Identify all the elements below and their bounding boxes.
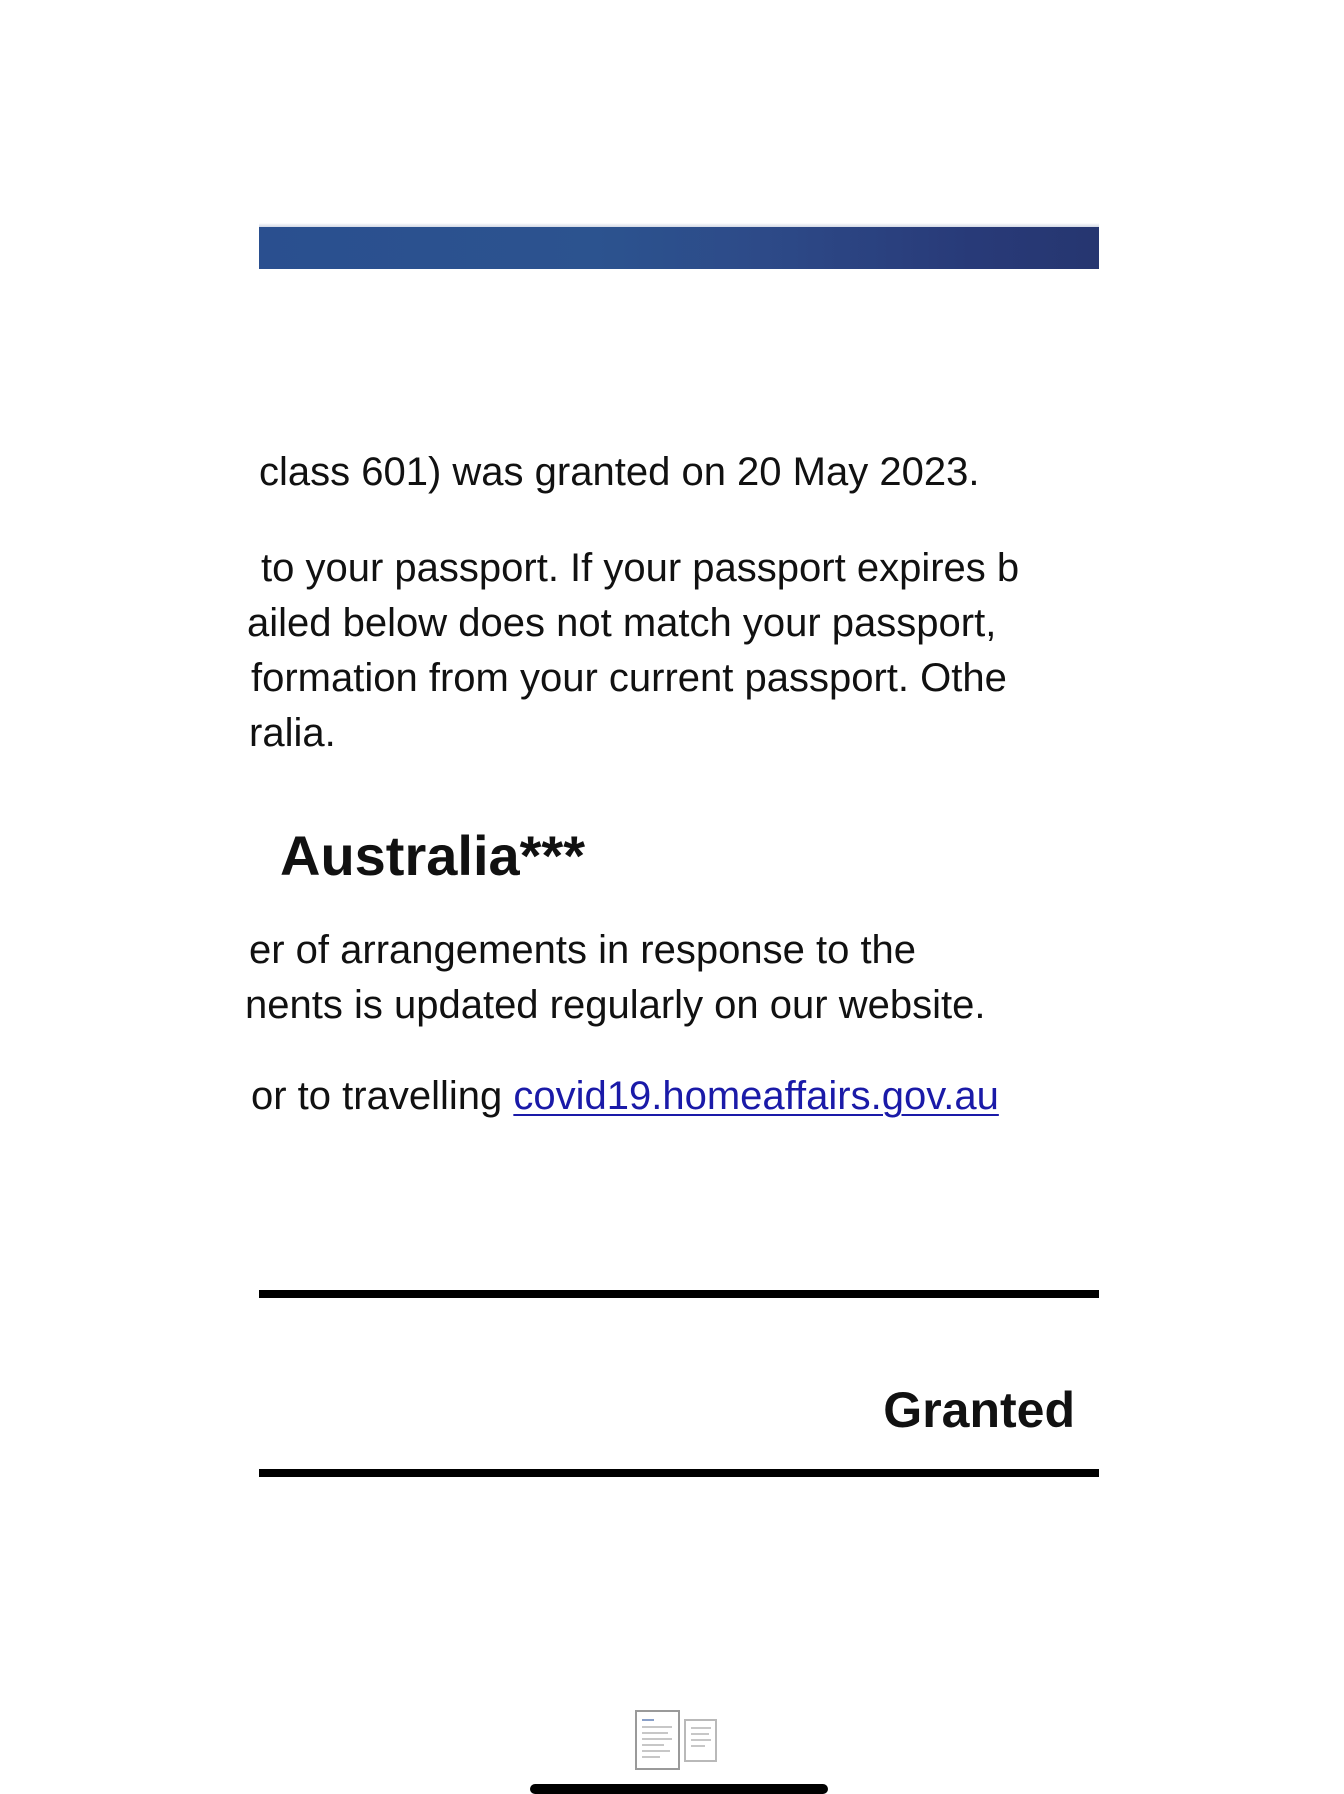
travel-advice-text: or to travelling [251, 1074, 514, 1118]
thumb-line [691, 1733, 709, 1735]
page-thumbnail-2[interactable] [684, 1719, 717, 1762]
table-top-rule [259, 1290, 1099, 1298]
thumb-line [691, 1739, 711, 1741]
passport-paragraph-line-1: to your passport. If your passport expires b [261, 546, 1020, 590]
header-banner [259, 227, 1099, 269]
arrangements-paragraph-line-1: er of arrangements in response to the [249, 928, 917, 972]
thumb-line [642, 1756, 660, 1758]
thumb-line [691, 1745, 705, 1747]
thumb-line [642, 1726, 672, 1728]
visa-status-value: Granted [883, 1382, 1075, 1438]
grant-date-line: class 601) was granted on 20 May 2023. [259, 450, 980, 494]
thumb-line [691, 1727, 711, 1729]
home-indicator[interactable] [530, 1784, 828, 1794]
table-bottom-rule [259, 1469, 1099, 1477]
arrangements-paragraph-line-2: nents is updated regularly on our website. [245, 983, 986, 1027]
page-thumbnails-icon[interactable] [635, 1710, 717, 1774]
thumb-line [642, 1744, 664, 1746]
thumb-line [642, 1738, 672, 1740]
thumb-line [642, 1719, 654, 1721]
document-page[interactable] [245, 0, 1099, 1560]
passport-paragraph-line-2: ailed below does not match your passport, [247, 601, 997, 645]
thumb-line [642, 1750, 670, 1752]
passport-paragraph-line-4: ralia. [249, 711, 336, 755]
thumb-line [642, 1732, 668, 1734]
covid-website-link[interactable]: covid19.homeaffairs.gov.au [513, 1074, 999, 1118]
travel-advice-line [251, 1072, 999, 1120]
passport-paragraph-line-3: formation from your current passport. Othe [251, 656, 1007, 700]
page-thumbnail-1[interactable] [635, 1710, 680, 1770]
section-heading: Australia*** [280, 824, 586, 887]
